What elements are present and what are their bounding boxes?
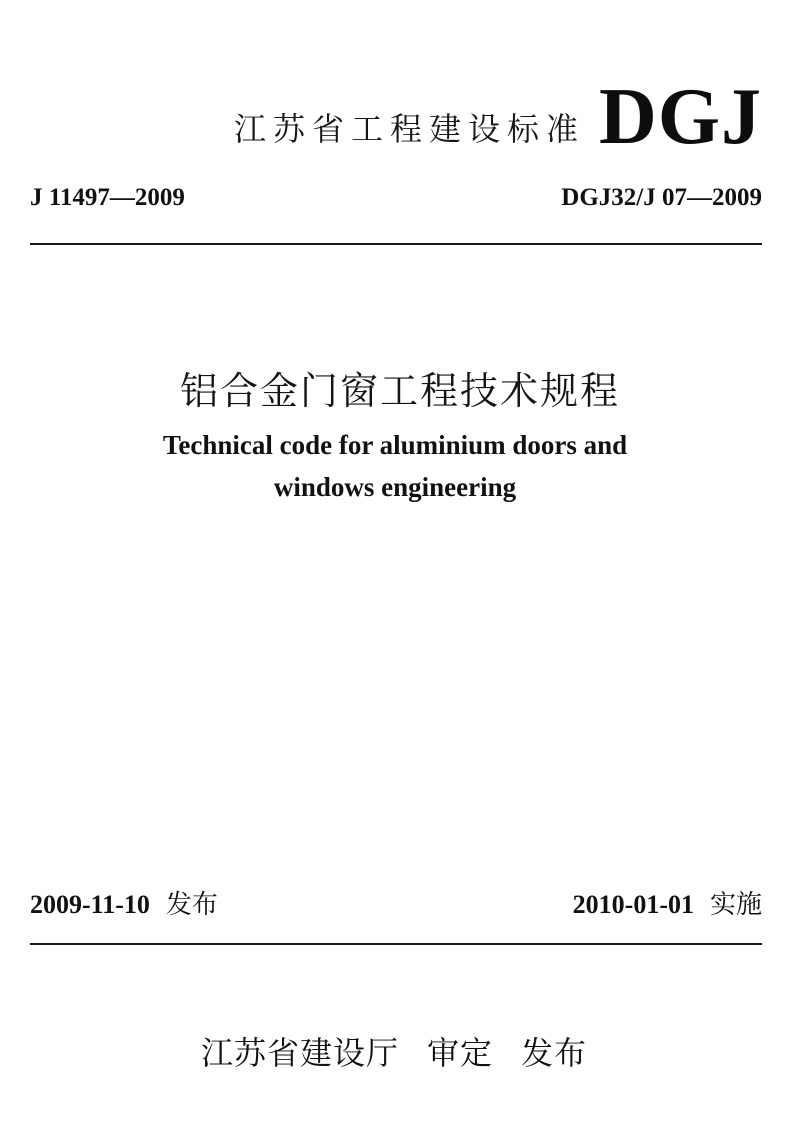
effective-label: 实施 — [709, 890, 762, 920]
english-title-line-1: Technical code for aluminium doors and — [162, 430, 628, 460]
record-number: J 11497—2009 — [30, 184, 185, 211]
effective-date-group — [573, 884, 762, 921]
english-title-line-2: windows engineering — [273, 472, 517, 502]
publisher-line — [0, 1028, 788, 1074]
standard-mark-logo: DGJ — [599, 73, 762, 161]
top-divider — [30, 243, 762, 245]
issue-date: 2009-11-10 — [30, 890, 150, 919]
publisher-approval: 审定 — [426, 1034, 493, 1072]
issue-label: 发布 — [165, 890, 218, 920]
standard-header — [0, 73, 762, 161]
effective-date: 2010-01-01 — [572, 890, 694, 919]
publisher-issue: 发布 — [521, 1034, 588, 1072]
document-title-english — [0, 424, 790, 508]
publisher-department: 江苏省建设厅 — [200, 1034, 399, 1072]
dates-row — [30, 884, 762, 921]
standard-codes — [30, 184, 762, 212]
bottom-divider — [30, 943, 762, 945]
standard-type: 江苏省工程建设标准 — [233, 110, 585, 148]
standard-number: DGJ32/J 07—2009 — [561, 184, 762, 211]
document-title-chinese: 铝合金门窗工程技术规程 — [179, 369, 620, 413]
issue-date-group — [30, 884, 218, 921]
